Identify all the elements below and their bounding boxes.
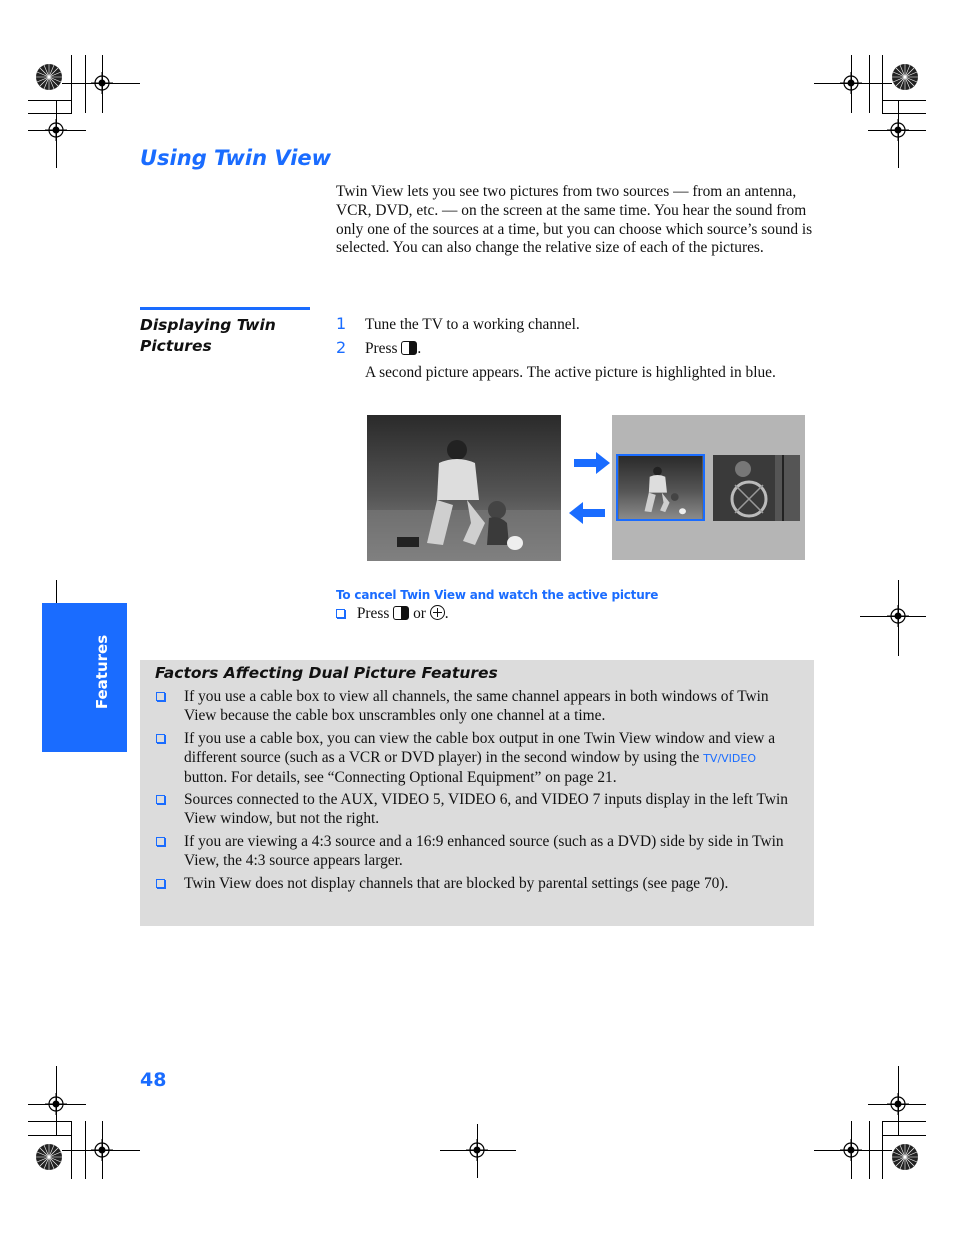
crop-mark [814,83,892,84]
crop-mark [440,1150,516,1151]
factor-text: If you are viewing a 4:3 source and a 16:9 enhanced source (such as a DVD) side by side in Twin View, the 4:3 source appears larger. [184,833,784,869]
step-1-text: Tune the TV to a working channel. [365,316,580,333]
crop-mark [882,100,926,101]
checkbox-bullet-icon [156,692,165,701]
checkbox-bullet-icon [156,734,165,743]
rosette-mark-icon [35,63,63,91]
crop-mark [56,580,57,604]
cancel-suffix: . [444,605,449,622]
crop-mark [814,1150,892,1151]
active-picture-window [616,454,705,521]
checkbox-bullet-icon [336,609,345,618]
factor-item [156,875,801,894]
cancel-item [336,605,449,623]
crop-mark [56,100,57,168]
crop-mark [860,616,926,617]
checkbox-bullet-icon [156,837,165,846]
arrow-right-icon [574,452,610,474]
cancel-heading: To cancel Twin View and watch the active picture [336,588,659,602]
factor-text-tail: button. For details, see “Connecting Optional Equipment” on page 21. [184,768,617,786]
crop-mark [102,1121,103,1179]
crop-mark [62,1150,140,1151]
crop-mark [28,1121,72,1122]
single-picture-image [367,415,561,561]
arrow-left-icon [569,502,605,524]
page-title: Using Twin View [140,146,332,170]
cancel-or-label: or [413,605,426,622]
step-2-note: A second picture appears. The active picture is highlighted in blue. [365,364,776,381]
factor-item [156,688,801,726]
checkbox-bullet-icon [156,879,165,888]
section-rule [140,307,310,310]
crop-mark [28,1135,72,1136]
rosette-mark-icon [35,1143,63,1171]
section-title: Displaying Twin Pictures [140,316,276,355]
crop-mark [882,113,926,114]
crop-mark [851,55,852,113]
crop-mark [882,1135,926,1136]
crop-mark [868,130,926,131]
crop-mark [85,55,86,113]
step-2 [336,338,346,358]
crop-mark [868,1104,926,1105]
factor-item [156,730,801,787]
crop-mark [62,83,140,84]
rosette-mark-icon [891,63,919,91]
jog-dial-icon [430,605,445,620]
factor-text: Sources connected to the AUX, VIDEO 5, VIDEO 6, and VIDEO 7 inputs display in the left Twin View window, but not the right. [184,791,788,827]
factors-title: Factors Affecting Dual Picture Features [155,664,498,682]
twin-view-button-icon [401,341,417,355]
factor-item [156,833,801,871]
crop-mark [882,55,883,113]
page-number: 48 [140,1069,167,1091]
step-number: 1 [336,314,347,333]
checkbox-bullet-icon [156,795,165,804]
crop-mark [477,1124,478,1178]
crop-mark [102,55,103,113]
crop-mark [71,55,72,113]
step-2-label: Press [365,340,398,357]
step-number: 2 [336,338,347,357]
factor-item [156,791,801,829]
factor-text: If you use a cable box, you can view the cable box output in one Twin View window and view a different source (such as a VCR or DVD player) in the second window by using the [184,730,776,766]
crop-mark [56,1066,57,1136]
twin-view-button-icon [393,606,409,620]
crop-mark [869,55,870,113]
factor-text: If you use a cable box to view all channels, the same channel appears in both windows of Twin View because the cable box unscrambles only one channel at a time. [184,688,769,724]
intro-paragraph: Twin View lets you see two pictures from two sources — from an antenna, VCR, DVD, etc. — on the screen at the same time. You hear the sound from only one of the sources at a time, but you can choose which source’s sound is selected. You can also change the relative size of each of the pictures. [336,183,813,257]
factor-text: Twin View does not display channels that are blocked by parental settings (see page 70). [184,875,729,892]
twin-view-screen-image [612,415,805,560]
crop-mark [28,113,72,114]
step-2-suffix: . [417,340,422,357]
crop-mark [851,1121,852,1179]
cancel-press-label: Press [356,605,390,622]
crop-mark [882,1121,926,1122]
crop-mark [898,1066,899,1136]
rosette-mark-icon [891,1143,919,1171]
crop-mark [28,100,72,101]
crop-mark [898,100,899,168]
tv-video-button-label: TV/VIDEO [703,751,757,765]
step-2-text [365,340,421,358]
step-1 [336,314,346,334]
crop-mark [28,130,86,131]
factors-box [140,660,814,926]
side-tab [42,603,127,752]
second-picture-window [713,455,800,521]
crop-mark [28,1104,86,1105]
side-tab-label: Features [93,634,111,710]
crop-mark [898,580,899,656]
